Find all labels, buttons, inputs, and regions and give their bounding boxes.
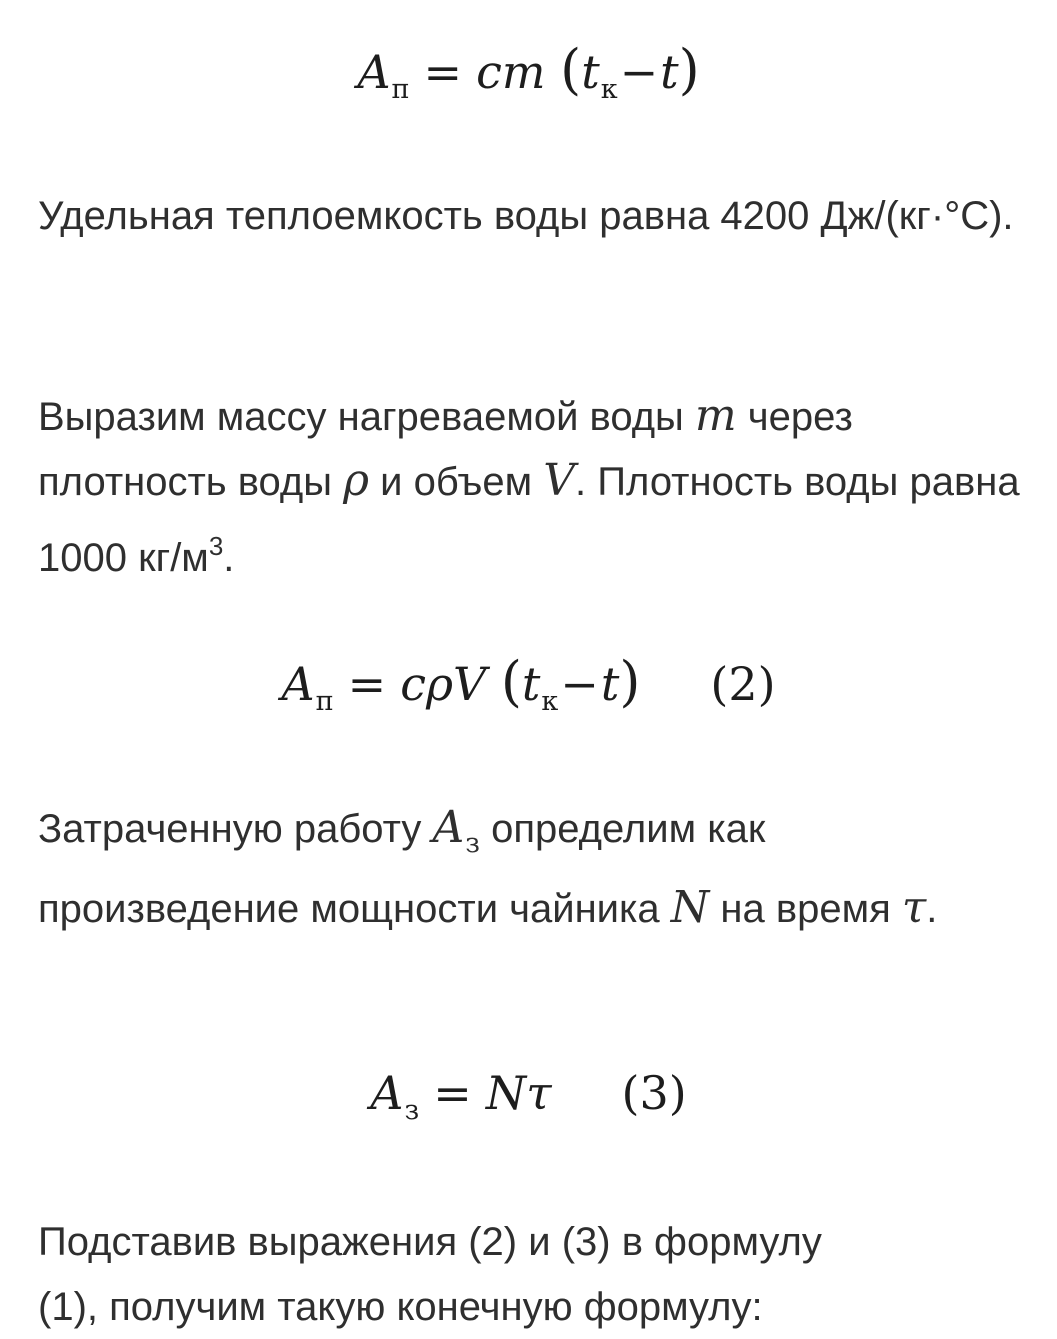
formula-minus: − [560,657,599,711]
paragraph-text: определим как произведение мощности чайника [38,807,766,931]
paragraph-text: Выразим массу нагреваемой воды [38,395,695,439]
paragraph-line-1: Подставив выражения (2) и (3) в формулу [38,1220,822,1264]
formula-equals: = [423,45,463,99]
formula-open-paren: ( [560,38,582,101]
math-symbol-m: m [694,390,737,441]
formula-subscript-k: к [541,686,559,717]
formula-rhs: cm [476,45,546,99]
math-symbol-V: V [543,455,576,506]
paragraph-text: . [223,536,235,580]
formula-symbol-t2: t [600,657,620,711]
paragraph-text: через плотность воды [38,395,853,504]
formula-subscript: п [315,686,334,717]
formula-rhs: cρV [400,657,487,711]
formula-equals: = [433,1066,472,1120]
formula-symbol-A: A [281,657,315,711]
math-symbol-tau: τ [901,882,927,933]
formula-symbol-t2: t [660,45,679,99]
paragraph-line-2-cut-off: (1), получим такую конечную формулу: [38,1285,763,1329]
paragraph-heat-capacity: Удельная теплоемкость воды равна 4200 Дж/(кг·°С). [38,194,1014,238]
paragraph-text: Затраченную работу [38,807,433,851]
paragraph-spent-work [38,796,1028,941]
equation-number: (2) [710,657,776,711]
equation-number: (3) [621,1066,687,1120]
formula-equals: = [347,657,387,711]
formula-spent-work [0,1066,1057,1126]
paragraph-substitution [38,1210,1028,1274]
formula-symbol-A: A [370,1066,404,1120]
formula-subscript: з [404,1095,420,1126]
paragraph-text: и объем [369,460,544,504]
formula-symbol-t: t [521,657,541,711]
math-symbol-rho: ρ [343,455,369,506]
formula-useful-work-density [0,650,1057,717]
formula-useful-work [0,38,1057,105]
paragraph-text: . [926,887,938,931]
formula-open-paren: ( [500,650,522,713]
formula-symbol-t: t [581,45,600,99]
formula-minus: − [619,45,659,99]
math-subscript: з [465,828,481,859]
formula-subscript-k: к [600,74,618,105]
math-symbol-N: N [670,882,710,933]
formula-symbol-A: A [357,45,391,99]
math-symbol-A: A [432,802,465,853]
formula-close-paren: ) [678,38,700,101]
formula-close-paren: ) [619,650,641,713]
formula-rhs: Nτ [485,1066,552,1120]
superscript-3: 3 [208,531,224,561]
paragraph-mass-expression [38,384,1028,590]
paragraph-text: . Плотность воды равна 1000 кг/м [38,460,1020,580]
formula-subscript: п [391,74,410,105]
paragraph-text: на время [709,887,902,931]
